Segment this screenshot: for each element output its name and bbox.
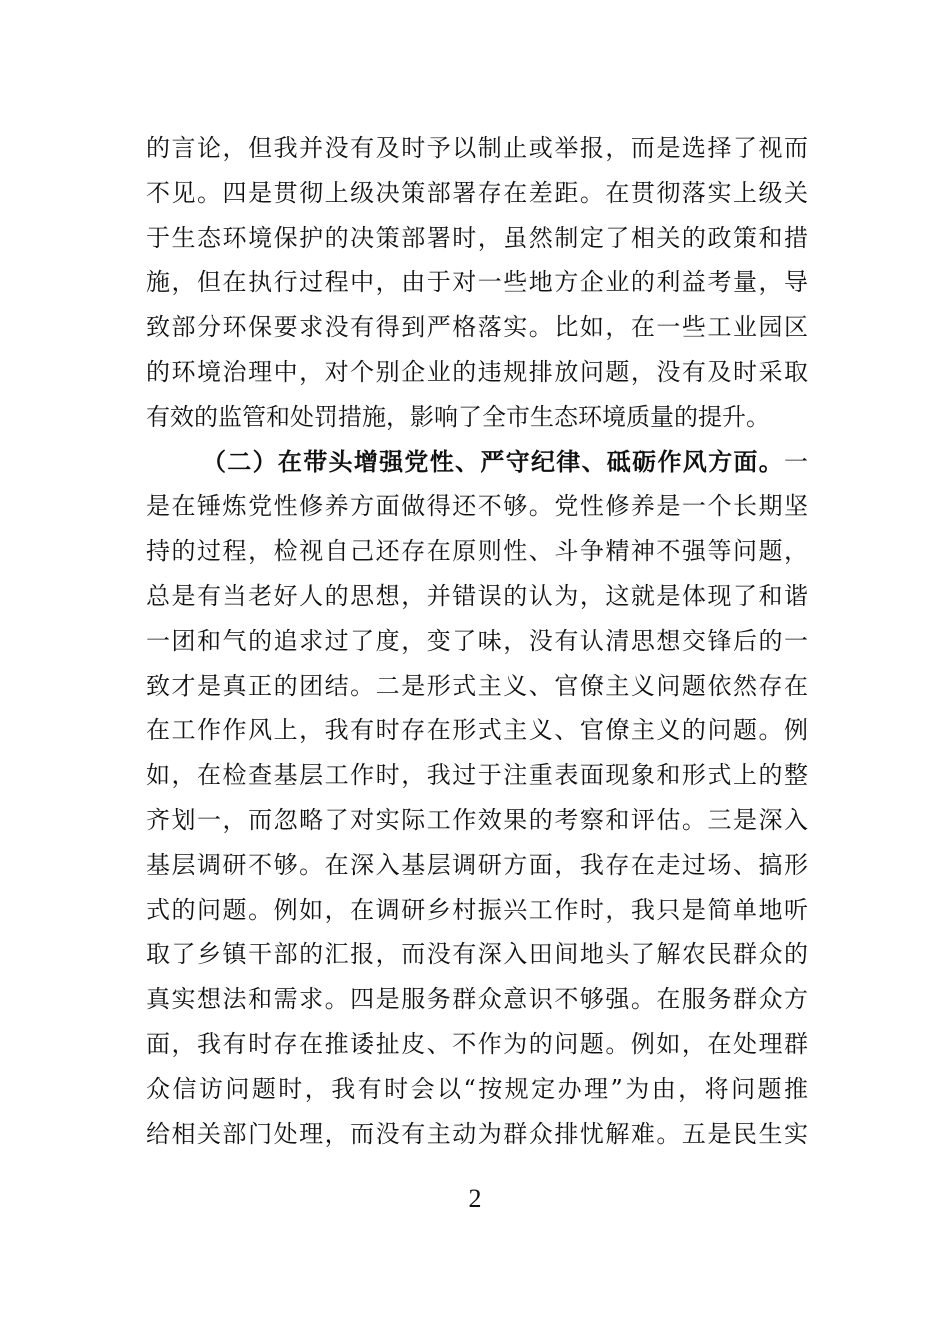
text-line-20: 真实想法和需求。四是服务群众意识不够强。在服务群众方 [146,985,808,1014]
text-line-23: 给相关部门处理，而没有主动为群众排忧解难。五是民生实 [146,1119,808,1148]
text-line-2: 不见。四是贯彻上级决策部署存在差距。在贯彻落实上级关 [146,178,808,207]
text-line-18: 式的问题。例如，在调研乡村振兴工作时，我只是简单地听 [146,895,808,924]
section-heading-line [146,440,808,485]
text-line-21: 面，我有时存在推诿扯皮、不作为的问题。例如，在处理群 [146,1029,808,1058]
text-line-9: 是在锤炼党性修养方面做得还不够。党性修养是一个长期坚 [146,492,808,521]
text-line-11: 总是有当老好人的思想，并错误的认为，这就是体现了和谐 [146,581,808,610]
text-line-16: 齐划一，而忽略了对实际工作效果的考察和评估。三是深入 [146,805,808,834]
text-line-14: 在工作作风上，我有时存在形式主义、官僚主义的问题。例 [146,716,808,745]
text-line-1: 的言论，但我并没有及时予以制止或举报，而是选择了视而 [146,134,808,162]
text-line-4: 施，但在执行过程中，由于对一些地方企业的利益考量，导 [146,268,808,297]
body-text [146,126,808,1156]
text-line-10: 持的过程，检视自己还存在原则性、斗争精神不强等问题， [146,537,808,566]
section-heading-tail: 一 [784,447,808,476]
text-line-17: 基层调研不够。在深入基层调研方面，我存在走过场、搞形 [146,850,808,879]
text-line-19: 取了乡镇干部的汇报，而没有深入田间地头了解农民群众的 [146,940,808,969]
section-heading: （二）在带头增强党性、严守纪律、砥砺作风方面。 [202,446,784,476]
text-line-3: 于生态环境保护的决策部署时，虽然制定了相关的政策和措 [146,223,808,252]
text-line-22: 众信访问题时，我有时会以“按规定办理”为由，将问题推 [146,1074,808,1103]
text-line-6: 的环境治理中，对个别企业的违规排放问题，没有及时采取 [146,357,808,386]
text-line-15: 如，在检查基层工作时，我过于注重表面现象和形式上的整 [146,761,808,790]
text-line-7: 有效的监管和处罚措施，影响了全市生态环境质量的提升。 [146,402,770,431]
page-number: 2 [468,1184,482,1213]
text-line-12: 一团和气的追求过了度，变了味，没有认清思想交锋后的一 [146,626,808,655]
text-line-13: 致才是真正的团结。二是形式主义、官僚主义问题依然存在 [146,671,808,700]
text-line-5: 致部分环保要求没有得到严格落实。比如，在一些工业园区 [146,313,808,342]
